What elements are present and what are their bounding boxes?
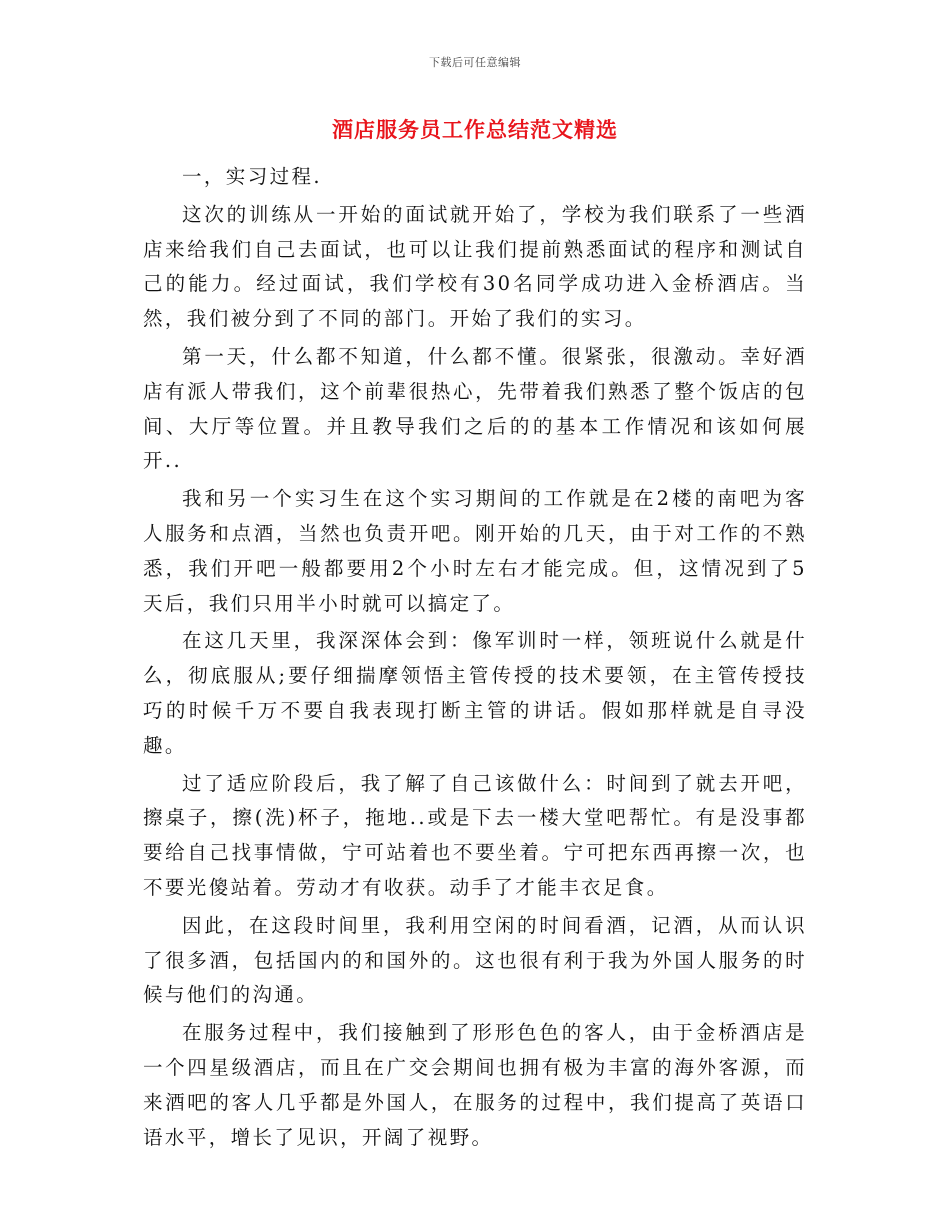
document-title: 酒店服务员工作总结范文精选: [332, 117, 618, 142]
section-heading: 一，实习过程.: [182, 165, 322, 188]
paragraph: 因此，在这段时间里，我利用空闲的时间看酒，记酒，从而认识了很多酒，包括国内的和国外的。这也很有利于我为外国人服务的时候与他们的沟通。: [143, 913, 807, 1007]
paragraph: 第一天，什么都不知道，什么都不懂。很紧张，很激动。幸好酒店有派人带我们，这个前辈很热心，先带着我们熟悉了整个饭店的包间、大厅等位置。并且教导我们之后的的基本工作情况和该如何展开..: [143, 344, 807, 473]
paragraph: 这次的训练从一开始的面试就开始了，学校为我们联系了一些酒店来给我们自己去面试，也可以让我们提前熟悉面试的程序和测试自己的能力。经过面试，我们学校有30名同学成功进入金桥酒店。当然，我们被分到了不同的部门。开始了我们的实习。: [143, 202, 807, 331]
document-body: [143, 160, 807, 1155]
paragraph: 在服务过程中，我们接触到了形形色色的客人，由于金桥酒店是一个四星级酒店，而且在广交会期间也拥有极为丰富的海外客源，而来酒吧的客人几乎都是外国人，在服务的过程中，我们提高了英语口语水平，增长了见识，开阔了视野。: [143, 1021, 807, 1149]
paragraph: 在这几天里，我深深体会到：像军训时一样，领班说什么就是什么，彻底服从;要仔细揣摩领悟主管传授的技术要领，在主管传授技巧的时候千万不要自我表现打断主管的讲话。假如那样就是自寻没趣。: [143, 629, 807, 757]
paragraph: 过了适应阶段后，我了解了自己该做什么：时间到了就去开吧，擦桌子，擦(洗)杯子，拖地..或是下去一楼大堂吧帮忙。有是没事都要给自己找事情做，宁可站着也不要坐着。宁可把东西再擦一次，也不要光傻站着。劳动才有收获。动手了才能丰衣足食。: [143, 771, 807, 899]
paragraph: 我和另一个实习生在这个实习期间的工作就是在2楼的南吧为客人服务和点酒，当然也负责开吧。刚开始的几天，由于对工作的不熟悉，我们开吧一般都要用2个小时左右才能完成。但，这情况到了5天后，我们只用半小时就可以搞定了。: [143, 487, 807, 615]
header-note: 下载后可任意编辑: [429, 56, 521, 69]
